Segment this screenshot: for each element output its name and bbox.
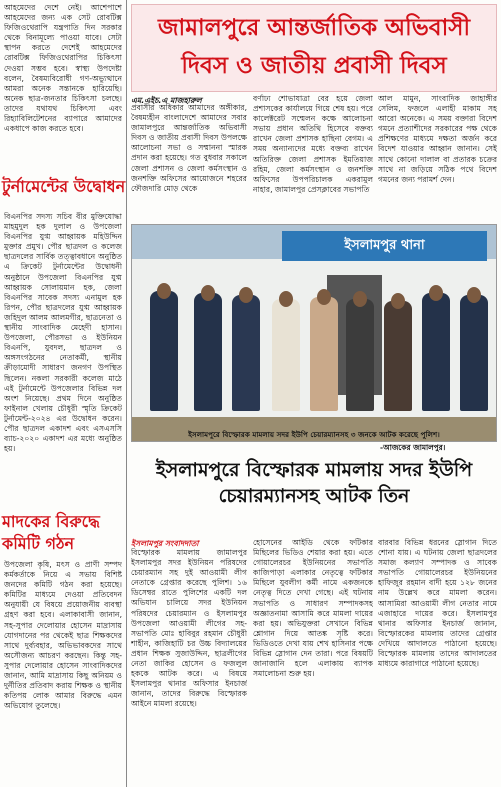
photo-person: [272, 299, 300, 411]
police-station-sign: ইসলামপুর থানা: [282, 231, 487, 261]
photo-credit: -আজকের জামালপুর।: [380, 443, 446, 452]
photo-person-head: [353, 291, 367, 307]
photo-person: [194, 293, 222, 411]
article1-column-1: প্রবাসীর অধিকার আমাদের অঙ্গীকার, বৈষম্যহীন বাংলাদেশে আমাদের সবার জামালপুরে আন্তর্জাতিক অভিবাসী দিবস ও জাতীয় প্রবাসী দিবস উপলক্ষে আলোচনা সভা ও সম্মাননা স্মারক প্রদান করা হয়েছে। গত বুধবার সকালে জেলা প্রশাসন ও জেলা কর্মসংস্থান ও জনশক্তি অফিসের আয়োজনে শহরের ফৌজদারি মোড় থেকে: [131, 103, 247, 193]
article2-column-3: বারবার বিভিন্ন ধরনের স্লোগান দিতে শোনা যায়। এ ঘটনায় জেলা ছাত্রদলের সমাজ কল্যাণ সম্পাদক ও সাবেক সভাপতি গোয়ালেরচর ইউনিয়নের হাফিজুর রহমান বাদী হয়ে ১২৮ জনের নাম উল্লেখ করে মামলা করেন। আসামিরা আওয়ামী লীগ নেতার নামে এজাহারে দায়ের করে। ইসলামপুর থানার অফিসার ইনচার্জ জানান, বিস্ফোরকের মামলায় তাদের গ্রেপ্তার দেখিয়ে আদালতে পাঠানো হয়েছে। বিস্ফোরক মামলায় তাদের আদালতের মাধ্যমে কারাগারে পাঠানো হয়েছে।: [378, 538, 497, 669]
article2-headline: ইসলামপুরে বিস্ফোরক মামলায় সদর ইউপি চেয়ারম্যানসহ আটক তিন: [155, 459, 473, 507]
left-column-text-2: বিএনপির সদস্য সচিব বীর মুক্তিযোদ্ধা মাহমুদুল হক দুলাল ও উপজেলা বিএনপির যুগ্ম আহ্বায়ক মহিউদ্দিন মুক্তার প্রমুখ। পৌর ছাত্রদল ও কলেজ ছাত্রদলের সার্বিক তত্ত্বাবধানে অনুষ্ঠিত এ ক্রিকেট টুর্নামেন্টের উদ্বোধনী অনুষ্ঠানে উপজেলা বিএনপির যুগ্ম আহ্বায়ক সোলায়মান হক, জেলা বিএনপির সাবেক সদস্য এনামুল হক রিপন, পৌর ছাত্রদলের যুগ্ম আহ্বায়ক জহিদুল আলম আলমগীর, ছাত্রনেতা ও স্থানীয় সাংবাদিক মেহেদী হাসান। উপজেলা, পৌরসভা ও ইউনিয়ন বিএনপি, যুবদল, ছাত্রদল ও অঙ্গসংগঠনের নেতাকর্মী, স্থানীয় ক্রীড়ামোদী সাধারণ জনগণ উপস্থিত ছিলেন। নকলা সরকারী কলেজ মাঠে এই টুর্নামেন্টে উপজেলার বিভিন্ন দল অংশ নিয়েছে। প্রথম দিনে অনুষ্ঠিত ফাইনাল খেলায় চৌধুরী স্মৃতি ক্রিকেট টুর্নামেন্ট-২০২৪ এর উদ্বোধন করেন। পৌর ছাত্রদল একাদশ এবং এসএসসি ব্যাচ-২০২০ একাদশ এর মধ্যে অনুষ্ঠিত হয়।: [4, 212, 122, 454]
tournament-heading: টুর্নামেন্টের উদ্বোধন: [2, 177, 126, 196]
banner-headline-box: [131, 4, 497, 92]
photo-person: [346, 299, 374, 411]
photo-person: [422, 293, 450, 411]
article1-byline: এম.এইচ.এ মাজহারুল: [131, 96, 202, 105]
photo-person-head: [279, 291, 293, 307]
photo-person-head: [317, 289, 331, 305]
photo-person-head: [157, 283, 171, 299]
photo-person-head: [239, 287, 253, 303]
news-photo: [131, 224, 497, 442]
photo-person: [310, 297, 338, 411]
photo-person-head: [391, 293, 405, 309]
banner-title: জামালপুরে আন্তর্জাতিক অভিবাসী দিবস ও জাতীয় প্রবাসী দিবস: [157, 14, 471, 79]
article1-column-2: বর্ণাঢ্য শোভাযাত্রা বের হয়ে জেলা প্রশাসকের কার্যালয়ে গিয়ে শেষ হয়। পরে কালেক্টরেট সম্মেলন কক্ষে আলোচনা সভায় প্রধান অতিথি হিসেবে বক্তব্য রাখেন জেলা প্রশাসক হাছিনা বেগম। এ সময় অন্যান্যদের মধ্যে বক্তব্য রাখেন অতিরিক্ত জেলা প্রশাসক ইমতিয়াজ রহিম, জেলা কর্মসংস্থান ও জনশক্তি অফিসের উপপরিচালক একরামুল নাহার, জামালপুর প্রেসক্লাবের সভাপতি: [253, 94, 373, 194]
article2-byline: ইসলামপুর সংবাদদাতা: [131, 539, 199, 548]
left-column-text-1: আহমেদের দেশে নেই। আশেপাশে আহমেদের জন্য এক সেট রোবটিক্স ফিজিওথেরাপি যন্ত্রপাতি দিন সরকার থেকে বিনামূল্যে পাওয়া যাবে। সেটা স্থাপন করতে দেশেই আহমেদের রোবটিক্স ফিজিওথেরাপির চিকিৎসা দেওয়া সম্ভব হবে। স্বাস্থ্য উপদেষ্টা বলেন, বৈষম্যবিরোধী গণ-অভ্যুত্থানে আমরা অনেক সন্তানকে হারিয়েছি। অনেক ছাত্র-জনতার চিকিৎসা চলছে। তাদের যথাযথ চিকিৎসা এবং রিহ্যাবিলিটেশনের ব্যাপারে আমাদের একধাপে কাজ করতে হবে।: [4, 3, 122, 134]
drug-committee-heading: মাদকের বিরুদ্ধে কমিটি গঠন: [2, 512, 100, 553]
photo-person: [384, 301, 412, 411]
article2-column-1: বিস্ফোরক মামলায় জামালপুর ইসলামপুর সদর ইউনিয়ন পরিষদের চেয়ারম্যান সহ দুই আওয়ামী লীগ নেতাকে গ্রেপ্তার করেছে পুলিশ। ১৬ ডিসেম্বর রাতে পুলিশের একটি দল অভিযান চালিয়ে সদর ইউনিয়ন পরিষদের চেয়ারম্যান ও ইসলামপুর উপজেলা আওয়ামী লীগের সহ-সভাপতি মোঃ হাবিবুর রহমান চৌধুরী শাহীন, কাজিহাটি চর উচ্চ বিদ্যালয়ের প্রধান শিক্ষক সুজাউদ্দিন, ছাত্রলীগের নেতা জাকির হোসেন ও ফজলুল হককে আটক করে। এ বিষয়ে ইসলামপুর থানার অফিসার ইনচার্জ জানান, তাদের বিরুদ্ধে বিস্ফোরক আইনে মামলা রয়েছে।: [131, 548, 247, 709]
column-divider: [126, 0, 127, 787]
photo-person-head: [429, 285, 443, 301]
photo-person-head: [467, 287, 481, 303]
article2-column-2: হোসেনের আইডি থেকে ফটিকার মিছিলের ভিডিও শেয়ার করা হয়। এতে গোয়ালেরচর ইউনিয়নের সভাপতি কাজিপাড়া এলাকার নেতৃত্বে ফটিকার মিছিলে যুবলীগ কর্মী নামে একজনকে নেতৃত্ব দিতে দেখা গেছে। এই ঘটনায় সভাপতি ও সাধারণ সম্পাদকসহ অজ্ঞাতনামা আসামি করে মামলা দায়ের করা হয়। অভিযুক্তরা সেখানে বিভিন্ন শ্লোগান দিয়ে আতঙ্ক সৃষ্টি করে। ভিডিওতে দেখা যায় শেখ হাসিনার পক্ষে বিভিন্ন স্লোগান দেন তারা। পরে বিষয়টি জানাজানি হলে এলাকায় ব্যাপক সমালোচনা শুরু হয়।: [253, 538, 373, 679]
article1-column-3: আল মামুন, সাংবাদিক জাহাঙ্গীর সেলিম, ফজলে এলাহী মাকাম সহ আরো অনেকে। এ সময় বক্তারা বিদেশ গমনে প্রত্যাশীদের সরকারের পক্ষ থেকে প্রশিক্ষণের মাধ্যমে দক্ষতা অর্জন করে বিদেশ যাওয়ার আহ্বান জানান। সেই সাথে কোনো দালাল বা প্রতারক চক্রের সাথে না জড়িয়ে সঠিক পথে বিদেশ গমনের জন্য পরামর্শ দেন।: [378, 94, 497, 184]
photo-person-head: [201, 285, 215, 301]
left-column-text-3: উপজেলা কৃষি, মৎস ও প্রাণী সম্পদ কর্মকর্তাকে নিয়ে এ সভায় বিশিষ্ট জনদের কমিটি গঠন করা হয়েছে। কমিটির মাধ্যমে দেওয়া প্রতিবেদন অনুযায়ী যে বিষয়ে প্রয়োজনীয় ব্যবস্থা গ্রহণ করা হবে। এলাকাবাসী জানান, সহ-সুপার দেলোয়ার হোসেন মাদ্রাসায় যোগদানের পর থেকেই ছাত্র শিক্ষকদের সাথে দুর্ব্যবহার, অভিভাবকদের সাথে অসৌজন্য আচরণ করছেন। কিন্তু সহ-সুপার দেলোয়ার হোসেন সাংবাদিকদের জানান, আমি মাদ্রাসায় কিছু অনিয়ম ও দুর্নীতির প্রতিবাদ করায় শিক্ষক ও স্থানীয় কতিপয় লোক আমার বিরুদ্ধে এমন অভিযোগ তুলেছে।: [4, 560, 122, 711]
photo-caption: ইসলামপুরে বিস্ফোরক মামলায় সদর ইউপি চেয়ারম্যানসহ ৩ জনকে আটক করেছে পুলিশ।: [188, 430, 440, 439]
photo-person: [150, 291, 178, 411]
photo-person: [460, 295, 488, 411]
photo-person: [232, 295, 260, 411]
